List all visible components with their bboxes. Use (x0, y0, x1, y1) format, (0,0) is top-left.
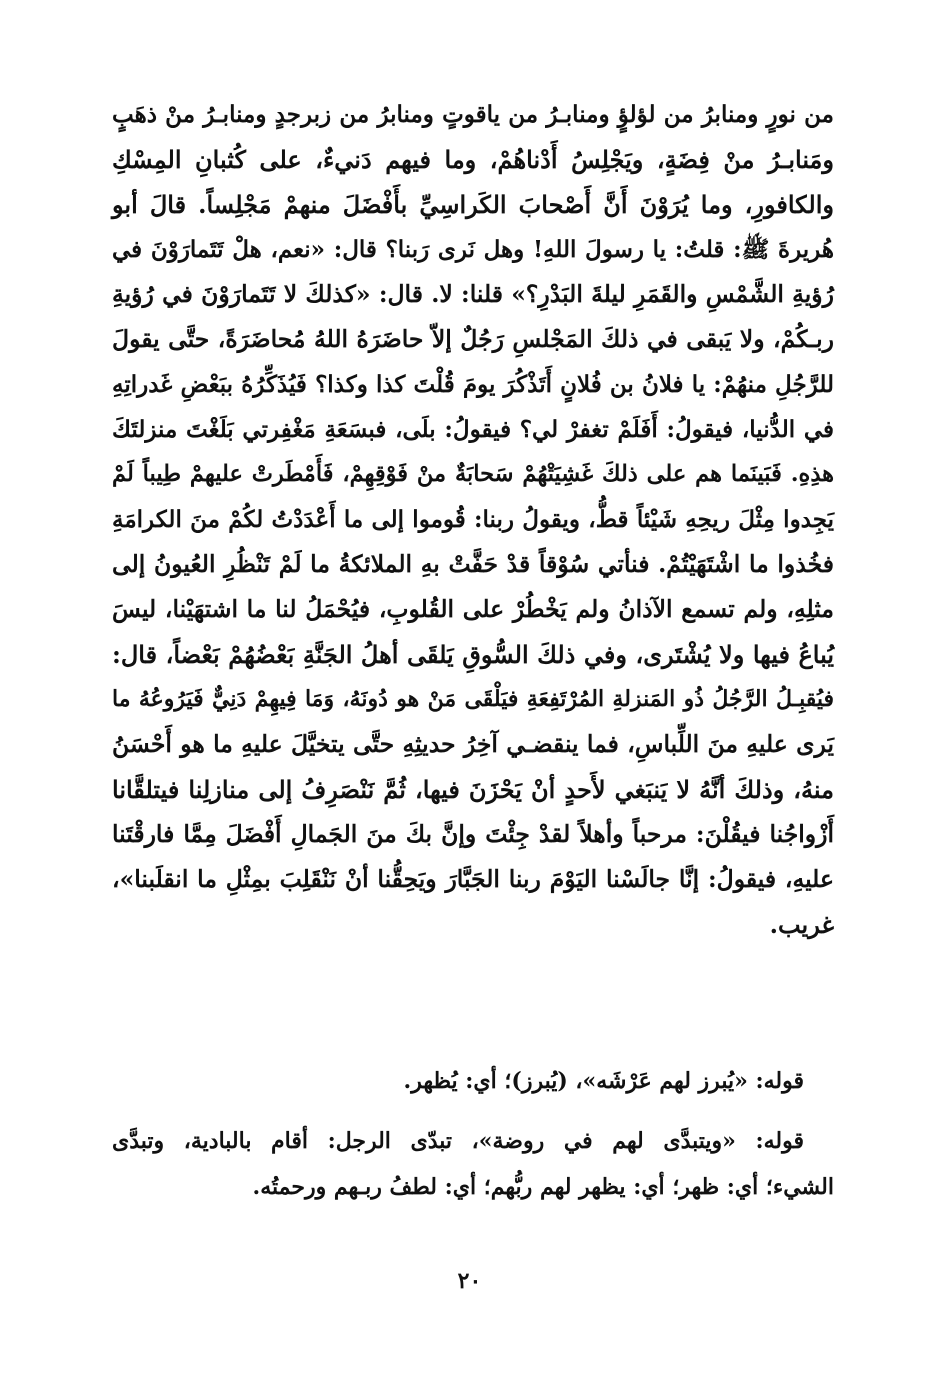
text-line: منهُ، وذلكَ أنَّهُ لا يَنبَغي لأَحدٍ أنْ يَحْزَنَ فيها، ثُمَّ نَنْصَرِفُ إلى منازلِنا فيتلقَّانا (112, 775, 834, 804)
text-line: فخُذوا ما اشْتَهَيْتُمْ. فنأتي سُوْقاً قدْ حَفَّتْ بهِ الملائكةُ ما لَمْ تَنْظُرِ العُيونُ إلى (112, 550, 834, 578)
text-line: عليهِ، فيقولُ: إنَّا جالَسْنا اليَوْمَ ربنا الجَبَّارَ ويَحِقُّنا أنْ نَنْقَلِبَ بمِثْلِ ما انقلَبنا»، (112, 865, 834, 893)
text-line: مثلِهِ، ولم تسمع الآذانُ ولم يَخْطُرْ على القُلوبِ، فيُحْمَلُ لنا ما اشتهَيْنا، ليسَ (112, 595, 834, 623)
text-line: يُباعُ فيها ولا يُشْتَرى، وفي ذلكَ السُّوقِ يَلقَى أهلُ الجَنَّةِ بَعْضُهُمْ بَعْضاً، قال: (112, 640, 834, 669)
commentary-note (112, 1118, 834, 1210)
text-line: هُريرةَ ﷺ: قلتُ: يا رسولَ اللهِ! وهل نَرى رَبنا؟ قال: «نعم، هلْ تَتَمارَوْنَ في (112, 236, 834, 263)
text-line: أَزْواجُنا فيقُلْنَ: مرحباً وأهلاً لقدْ جِئْتَ وإنَّ بكَ منَ الجَمالِ أَفْضَلَ مِمَّا فارقْتَنا (112, 820, 834, 848)
text-line: والكافورِ، وما يُرَوْنَ أَنَّ أَصْحابَ الكَراسِيِّ بأَفْضَلَ منهمْ مَجْلِساً. قالَ أبو (112, 190, 834, 219)
main-text-block (112, 92, 834, 947)
text-line: هذِهِ. فَبَينَما هم على ذلكَ غَشِيَتْهُمْ سَحابَةٌ منْ فَوْقِهِمْ، فَأَمْطَرتْ عليهمْ طِيباً لَمْ (112, 461, 834, 487)
text-line: يَرى عليهِ منَ اللِّباسِ، فما ينقضـي آخِرُ حديثِهِ حتَّى يتخيَّلَ عليهِ ما هو أَحْسَنُ (112, 730, 834, 758)
page-number: ٢٠ (457, 1268, 482, 1294)
text-line: ومَنابـرُ منْ فِضَةٍ، ويَجْلِسُ أَدْناهُمْ، وما فيهم دَنيءٌ، على كُثبانِ المِسْكِ (112, 145, 835, 174)
note-line: قوله: «ويتبدَّى لهم في روضة»، تبدّى الرجل: أقام بالبادية، وتبدَّى (112, 1128, 804, 1154)
text-line: رُؤيةِ الشَّمْسِ والقَمَرِ ليلةَ البَدْرِ؟» قلنا: لا. قال: «كذلكَ لا تَتَمارَوْنَ في رُؤيةِ (112, 280, 834, 308)
text-line: غريب. (769, 910, 834, 939)
text-line: للرَّجُلِ منهُمْ: يا فلانُ بن فُلانٍ أَتَذْكُرَ يومَ قُلْتَ كذا وكذا؟ فَيُذَكِّرُهُ ببَعْضِ غَدراتِهِ (112, 371, 834, 398)
note-line: قوله: «يُبرز لهم عَرْشَه»، (يُبرز)؛ أي: يُظهر. (403, 1068, 804, 1094)
text-line: من نورٍ ومنابرُ من لؤلؤٍ ومنابـرُ من ياقوتٍ ومنابرُ من زبرجدٍ ومنابـرُ منْ ذهَبٍ (112, 101, 834, 128)
commentary-note (112, 1058, 834, 1104)
text-line: في الدُّنيا، فيقولُ: أَفَلَمْ تغفرْ لي؟ فيقولُ: بلَى، فبسَعَةِ مَغْفِرتي بَلَغْتَ منزلتَكَ (112, 416, 834, 443)
text-line: ربـكُمْ، ولا يَبقى في ذلكَ المَجْلسِ رَجُلٌ إلاّ حاضَرَهُ اللهُ مُحاضَرَةً، حتَّى يقولَ (112, 325, 834, 353)
text-line: يَجِدوا مِثْلَ ريحِهِ شَيْئاً قطُّ، ويقولُ ربنا: قُوموا إلى ما أَعْدَدْتُ لكُمْ منَ الكرامَةِ (112, 506, 834, 533)
note-line: الشيء؛ أي: ظهر؛ أي: يظهر لهم ربُّهم؛ أي: لطفُ ربـهم ورحمتُه. (252, 1174, 834, 1200)
text-line: فيُقبِـلُ الرَّجُلُ ذُو المَنزلةِ المُرْتَفِعَةِ فيَلْقَى مَنْ هو دُونَهُ، وَمَا فِيهِمْ دَنِيٌّ فَيَرُوعُهُ ما (112, 686, 834, 712)
